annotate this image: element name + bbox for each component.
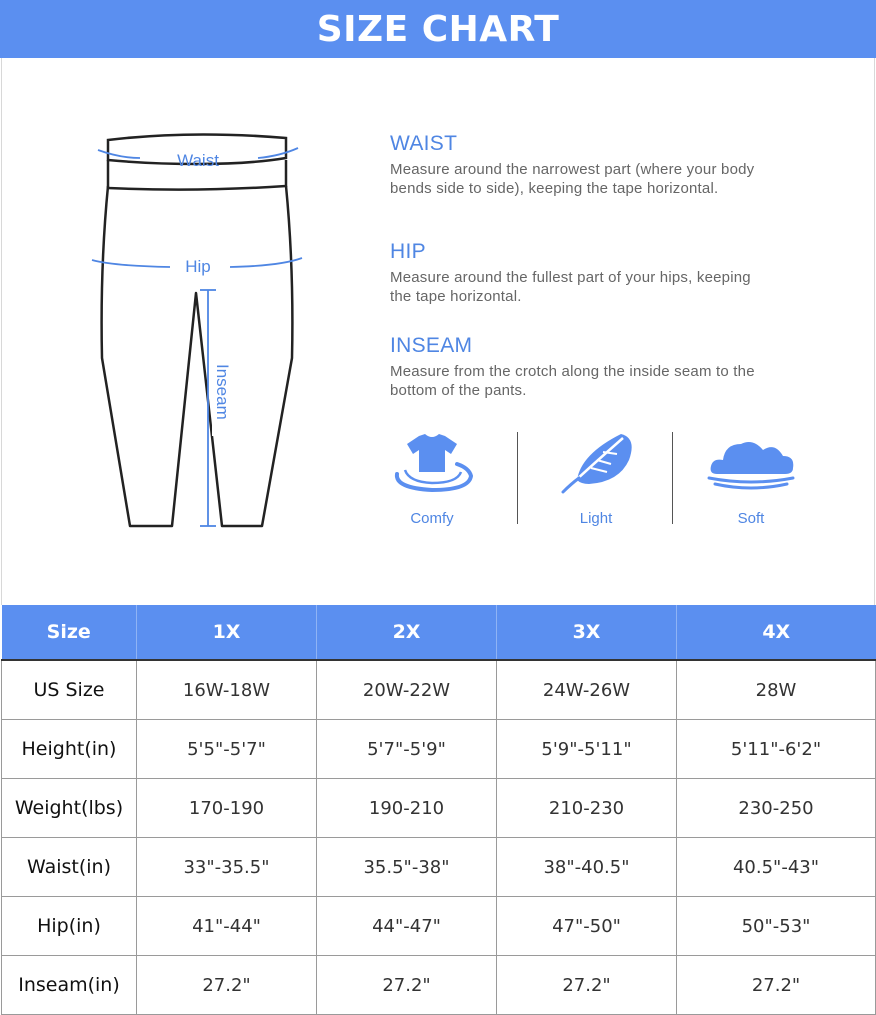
waist-label: Waist <box>177 151 219 170</box>
table-cell: 27.2" <box>137 956 317 1015</box>
hip-instruction <box>390 240 810 306</box>
table-cell: 38"-40.5" <box>497 838 677 897</box>
header-banner <box>0 0 876 58</box>
page-title: SIZE CHART <box>316 8 560 50</box>
table-cell: 27.2" <box>677 956 876 1015</box>
waist-title: WAIST <box>390 132 458 155</box>
column-header-3x: 3X <box>497 605 677 660</box>
row-label: Height(in) <box>2 720 137 779</box>
table-cell: 170-190 <box>137 779 317 838</box>
inseam-title: INSEAM <box>390 334 473 357</box>
size-table <box>1 605 876 1015</box>
table-cell: 20W-22W <box>317 660 497 720</box>
table-cell: 50"-53" <box>677 897 876 956</box>
table-cell: 41"-44" <box>137 897 317 956</box>
table-cell: 28W <box>677 660 876 720</box>
table-row <box>2 838 876 897</box>
table-cell: 190-210 <box>317 779 497 838</box>
table-cell: 5'9"-5'11" <box>497 720 677 779</box>
table-cell: 40.5"-43" <box>677 838 876 897</box>
table-cell: 5'11"-6'2" <box>677 720 876 779</box>
table-cell: 33"-35.5" <box>137 838 317 897</box>
feature-light <box>531 430 661 527</box>
inseam-label: Inseam <box>213 364 232 420</box>
table-cell: 230-250 <box>677 779 876 838</box>
hip-label: Hip <box>185 257 211 276</box>
table-row <box>2 956 876 1015</box>
feature-divider <box>672 432 673 524</box>
column-header-1x: 1X <box>137 605 317 660</box>
inseam-desc: Measure from the crotch along the inside seam to the bottom of the pants. <box>390 363 755 399</box>
column-header-2x: 2X <box>317 605 497 660</box>
table-cell: 16W-18W <box>137 660 317 720</box>
feather-icon <box>551 430 641 496</box>
table-cell: 27.2" <box>317 956 497 1015</box>
table-row <box>2 779 876 838</box>
hip-desc: Measure around the fullest part of your hips, keeping the tape horizontal. <box>390 269 751 305</box>
waist-desc: Measure around the narrowest part (where your body bends side to side), keeping the tape horizontal. <box>390 161 755 197</box>
feature-soft-label: Soft <box>737 510 765 527</box>
feature-divider <box>517 432 518 524</box>
feature-comfy-label: Comfy <box>410 510 454 527</box>
table-cell: 5'7"-5'9" <box>317 720 497 779</box>
table-cell: 24W-26W <box>497 660 677 720</box>
cloud-icon <box>703 430 799 496</box>
table-row <box>2 660 876 720</box>
inseam-instruction <box>390 334 810 400</box>
hip-title: HIP <box>390 240 426 263</box>
row-label: Inseam(in) <box>2 956 137 1015</box>
row-label: Hip(in) <box>2 897 137 956</box>
waist-instruction <box>390 132 810 198</box>
table-cell: 27.2" <box>497 956 677 1015</box>
table-cell: 35.5"-38" <box>317 838 497 897</box>
column-header-4x: 4X <box>677 605 876 660</box>
feature-soft <box>686 430 816 527</box>
table-header-row <box>2 605 876 660</box>
tshirt-icon <box>387 430 477 496</box>
feature-light-label: Light <box>579 510 613 527</box>
column-header-size: Size <box>2 605 137 660</box>
table-row <box>2 897 876 956</box>
table-cell: 47"-50" <box>497 897 677 956</box>
row-label: US Size <box>2 660 137 720</box>
table-cell: 44"-47" <box>317 897 497 956</box>
leggings-diagram <box>80 128 320 538</box>
row-label: Weight(lbs) <box>2 779 137 838</box>
row-label: Waist(in) <box>2 838 137 897</box>
table-cell: 210-230 <box>497 779 677 838</box>
table-row <box>2 720 876 779</box>
feature-comfy <box>367 430 497 527</box>
table-cell: 5'5"-5'7" <box>137 720 317 779</box>
